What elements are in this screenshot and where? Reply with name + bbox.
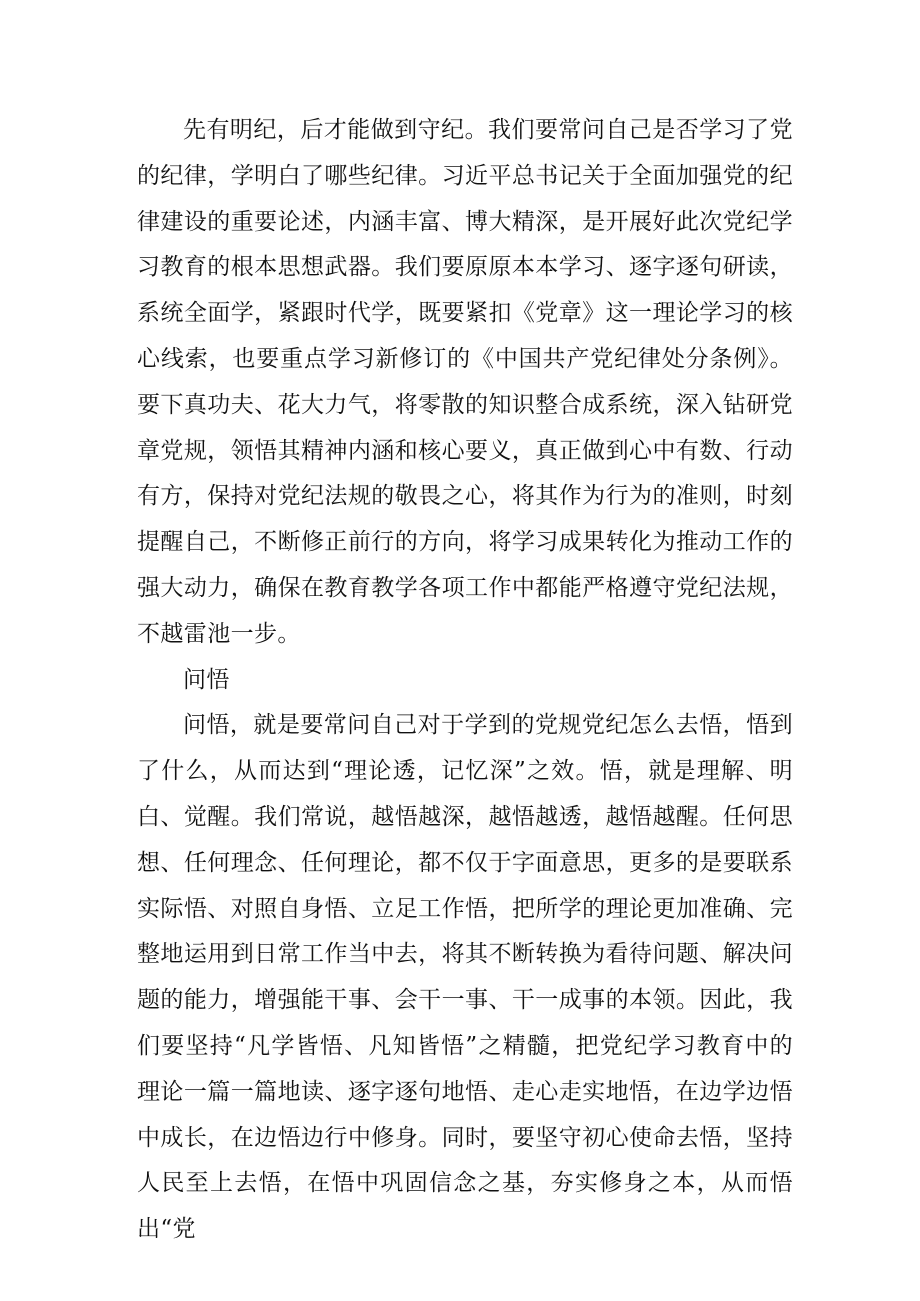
paragraph-discipline-study: 先有明纪，后才能做到守纪。我们要常问自己是否学习了党的纪律，学明白了哪些纪律。习近平总书记关于全面加强党的纪律建设的重要论述，内涵丰富、博大精深，是开展好此次党纪学习教育的根本思想武器。我们要原原本本学习、逐字逐句研读，系统全面学，紧跟时代学，既要紧扣《党章》这一理论学习的核心线索，也要重点学习新修订的《中国共产党纪律处分条例》。要下真功夫、花大力气，将零散的知识整合成系统，深入钻研党章党规，领悟其精神内涵和核心要义，真正做到心中有数、行动有方，保持对党纪法规的敬畏之心，将其作为行为的准则，时刻提醒自己，不断修正前行的方向，将学习成果转化为推动工作的强大动力，确保在教育教学各项工作中都能严格遵守党纪法规，不越雷池一步。 [137, 117, 793, 647]
section-heading-wenwu: 问悟 [183, 666, 230, 693]
paragraph-wenwu: 问悟，就是要常问自己对于学到的党规党纪怎么去悟，悟到了什么，从而达到“理论透，记忆深”之效。悟，就是理解、明白、觉醒。我们常说，越悟越深，越悟越透，越悟越醒。任何思想、任何理念、任何理论，都不仅于字面意思，更多的是要联系实际悟、对照自身悟、立足工作悟，把所学的理论更加准确、完整地运用到日常工作当中去，将其不断转换为看待问题、解决问题的能力，增强能干事、会干一事、干一成事的本领。因此，我们要坚持“凡学皆悟、凡知皆悟”之精髓，把党纪学习教育中的理论一篇一篇地读、逐字逐句地悟、走心走实地悟，在边学边悟中成长，在边悟边行中修身。同时，要坚守初心使命去悟，坚持人民至上去悟，在悟中巩固信念之基，夯实修身之本，从而悟出“党 [137, 712, 793, 1243]
document-body [137, 108, 793, 1253]
